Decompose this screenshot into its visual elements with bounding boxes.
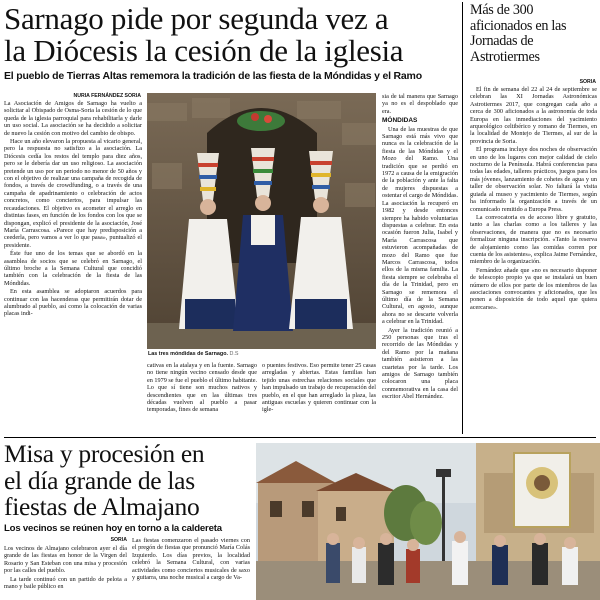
story2-column-2 xyxy=(132,537,250,600)
story1-paragraph: cativas en la atalaya y en la fuente. Sarnago no tiene ningún vecino censado desde que en 1979 se fue el pueblo el último habitante. Lo que sí tiene son muchos nativos y descendientes que en las últimas tres décadas vuelven al pueblo a pasar temporadas, fines de semana xyxy=(147,362,257,414)
sidebar-paragraph: La convocatoria es de acceso libre y gratuito, tanto a las charlas como a los talleres y las observaciones, de manera que no es necesario formalizar ninguna inscripción. «Tanto la reserva de alojamiento como las comidas corren por cuenta de los asistentes», explica Jaime Fernández, miembro de la organización. xyxy=(470,213,597,266)
column-divider xyxy=(462,2,463,434)
story1-paragraph: o puentes festivos. Eso permite tener 25 casas arregladas y abiertas. Estas familias han tejido unas estrechas relaciones sociales que han impulsado un trabajo de recuperación del pueblo, en el que han arreglado la plaza, las antiguas escuelas y quieren continuar con la igle- xyxy=(262,362,376,414)
section-heading-mondidas: MÓNDIDAS xyxy=(382,117,418,125)
story1-paragraph: La Asociación de Amigos de Sarnago ha vuelto a solicitar al Obispado de Osma-Soria la cesión de lo que queda de la iglesia parroquial para rehabilitarla y darle un uso social. La asociación se ha decidido a solicitar de nuevo la cesión con motivo del cambio de obispo. xyxy=(4,100,142,137)
story1-paragraph: Una de las muestras de que Sarnago está más vivo que nunca es la celebración de la fiesta de las Móndidas y el Mozo del Ramo. Una tradición que se perdió en 1972 a causa de la emigración de la población y ante la falta de mujeres dispuestas a ostentar el cargo de Móndidas. La asociación la recuperó en 1982 y desde entonces siempre ha habido voluntarias dispuestas a celebrar. En esta ocasión fueron Julia, Isabel y María Carrascosa que estuvieron acompañadas de mozo del Ramo que fue Marcos Carrascosa, todos ellos de la misma familia. La fiesta siempre se celebraba el día de la Trinidad, pero en Sarnago se rememora el último día de la Semana Cultural, en agosto, aunque ahora no se descarte volverla a celebrar en la Trinidad. xyxy=(382,125,458,326)
sidebar-headline: Más de 300 aficionados en las Jornadas de Astrotiermes xyxy=(470,2,567,65)
story1-headline xyxy=(4,3,454,67)
sidebar-paragraph: El fin de semana del 22 al 24 de septiembre se celebran las XI Jornadas Astronómicas Astrotiermes 2017, que congregan cada año a cerca de 300 aficionados a la astronomía de toda Europa en las inmediaciones del yacimiento arqueológico celtibérico y romano de Tiermes, en la localidad de Montejo de Tiermes, al sur de la provincia de Soria. xyxy=(470,86,597,145)
procesion-photo-art xyxy=(256,443,600,600)
story1-subheadline: El pueblo de Tierras Altas rememora la tradición de las fiesta de la Móndidas y el Ramo xyxy=(4,70,422,82)
story1-column-3 xyxy=(262,362,376,434)
story2-byline: SORIA xyxy=(110,537,127,543)
story1-paragraph: Éste fue uno de los temas que se abordó en la asamblea de socios que se celebró en Sarnago, el último broche a la Semana Cultural que concidió también con la celebración de la fiesta de las Móndidas. xyxy=(4,250,142,287)
story1-headline-line1: Sarnago pide por segunda vez a xyxy=(4,1,389,36)
story2-headline-line3: fiestas de Almajano xyxy=(4,492,200,521)
procesion-photo xyxy=(256,443,600,600)
story1-paragraph: Hace un año elevaron la propuesta al vicario general, pero la respuesta no satisfizo a la asociación. La Diócesis cedía los restos del templo para diez años, pero se le debería dar un uso religioso. La asociación pretende un uso por un periodo no menor de 50 años y con el objetivo de realizar una campaña de recogida de fondos, a través de crowdfunding, o a través de una campaña de apadrinamiento o celebración de actos concretos, como conciertos, para impulsar las recaudaciones. El objetivo es acometer el arreglo en distintas fases, en función de los fondos con los que se dispongan, explicó el presidente de la asociación, José María Carrascosa. «Parece que hay predisposición a ceederla, pero vamos a ver lo que pasa», puntualizó el presidente. xyxy=(4,138,142,249)
caption-credit: D.S xyxy=(229,351,239,357)
mondidas-photo-art xyxy=(147,93,376,349)
story2-headline-line2: el día grande de las xyxy=(4,465,195,495)
caption-text: Las tres móndidas de Sarnago. xyxy=(148,351,228,357)
story2-paragraph: Las fiestas comenzaron el pasado viernes con el pregón de fiestas que pronunció María Colás Izquierdo. Los días previos, la localidad celebró la Semana Cultural, con varias actividades como conciertos musicales de saxo y guitarra, una noche musical a cargo de Va- xyxy=(132,537,250,582)
story-divider xyxy=(4,437,596,438)
story2-subheadline: Los vecinos se reúnen hoy en torno a la caldereta xyxy=(4,523,222,534)
story1-paragraph: En esta asamblea se adoptaron acuerdos para continuar con las hacenderas que permitirán dotar de alumbrado al pueblo, así como la colocación de varias placas indi- xyxy=(4,288,142,318)
story2-headline-line1: Misa y procesión en xyxy=(4,439,205,468)
story2-paragraph: Los vecinos de Almajano celebraron ayer el día grande de las fiestas en honor de la Virgen del Rosario y San Esteban con una misa y procesión por las calles del pueblo. xyxy=(4,545,127,575)
story1-column-1 xyxy=(4,100,142,433)
mondidas-photo xyxy=(147,93,376,349)
story1-paragraph: Ayer la tradición reunió a 250 personas que tras el recorrido de las Móndidas y del Ramo por la mañana también asistieron a las cuartetas por la tarde. Los amigos de Sarnago también colocaron una placa conmemorativa en la casa del escritor Abel Hernández. xyxy=(382,326,458,401)
mondidas-photo-caption xyxy=(148,351,376,357)
sidebar-paragraph: Fernández añade que «no es necesario disponer de telescopio propio ya que se instalará un buen número de ellos por parte de los miembros de las asociaciones convocantes y aficionados, que les ponen a disposición de todo aquel que quiera acercarse». xyxy=(470,266,597,311)
story1-headline-line2: la Diócesis la cesión de la iglesia xyxy=(4,32,404,68)
sidebar-paragraph: El programa incluye dos noches de observación en uno de los lugares con mejor calidad de cielo nocturno de la Península. Habrá conferencias para todas las edades, talleres prácticos, juegos para los más jóvenes, lanzamiento de cohetes de agua y un taller de observación solar. No faltará la visita guiada al museo y yacimiento de Tiermes, según ha informado la organización a través de un comunicado remitido a Europa Press. xyxy=(470,146,597,213)
story1-column-2 xyxy=(147,362,257,434)
story2-column-1 xyxy=(4,545,127,600)
story1-paragraph: sia de tal manera que Sarnago ya no es el despoblado que era. xyxy=(382,93,458,115)
sidebar-byline: SORIA xyxy=(579,79,596,85)
story1-byline: NURIA FERNÁNDEZ SORIA xyxy=(73,93,141,99)
story2-paragraph: La tarde continuó con un partido de pelota a mano y baile público en xyxy=(4,575,127,591)
story1-column-4 xyxy=(382,93,458,434)
story2-headline xyxy=(4,441,250,521)
sidebar-body xyxy=(470,86,597,434)
